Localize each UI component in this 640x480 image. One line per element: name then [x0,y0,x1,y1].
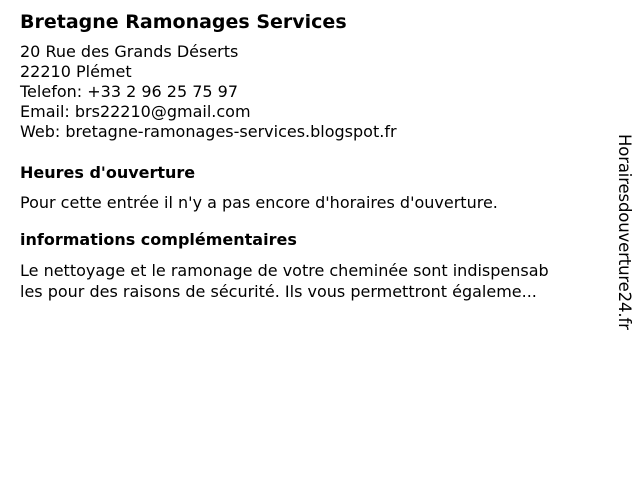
website-line[interactable]: Web: bretagne-ramonages-services.blogspot.fr [20,122,397,141]
address-street: 20 Rue des Grands Déserts [20,42,239,61]
additional-info-line-2: les pour des raisons de sécurité. Ils vous permettront égaleme... [20,282,537,301]
opening-hours-text: Pour cette entrée il n'y a pas encore d'horaires d'ouverture. [20,193,498,212]
phone-line[interactable]: Telefon: +33 2 96 25 75 97 [20,82,239,101]
address-city: 22210 Plémet [20,62,132,81]
additional-info-line-1: Le nettoyage et le ramonage de votre cheminée sont indispensab [20,261,549,280]
site-watermark: Horairesdouverture24.fr [615,134,634,330]
additional-info-heading: informations complémentaires [20,230,297,249]
additional-info-text [20,260,595,302]
email-line[interactable]: Email: brs22210@gmail.com [20,102,251,121]
business-details [20,10,595,302]
business-name: Bretagne Ramonages Services [20,11,347,33]
opening-hours-heading: Heures d'ouverture [20,163,196,182]
